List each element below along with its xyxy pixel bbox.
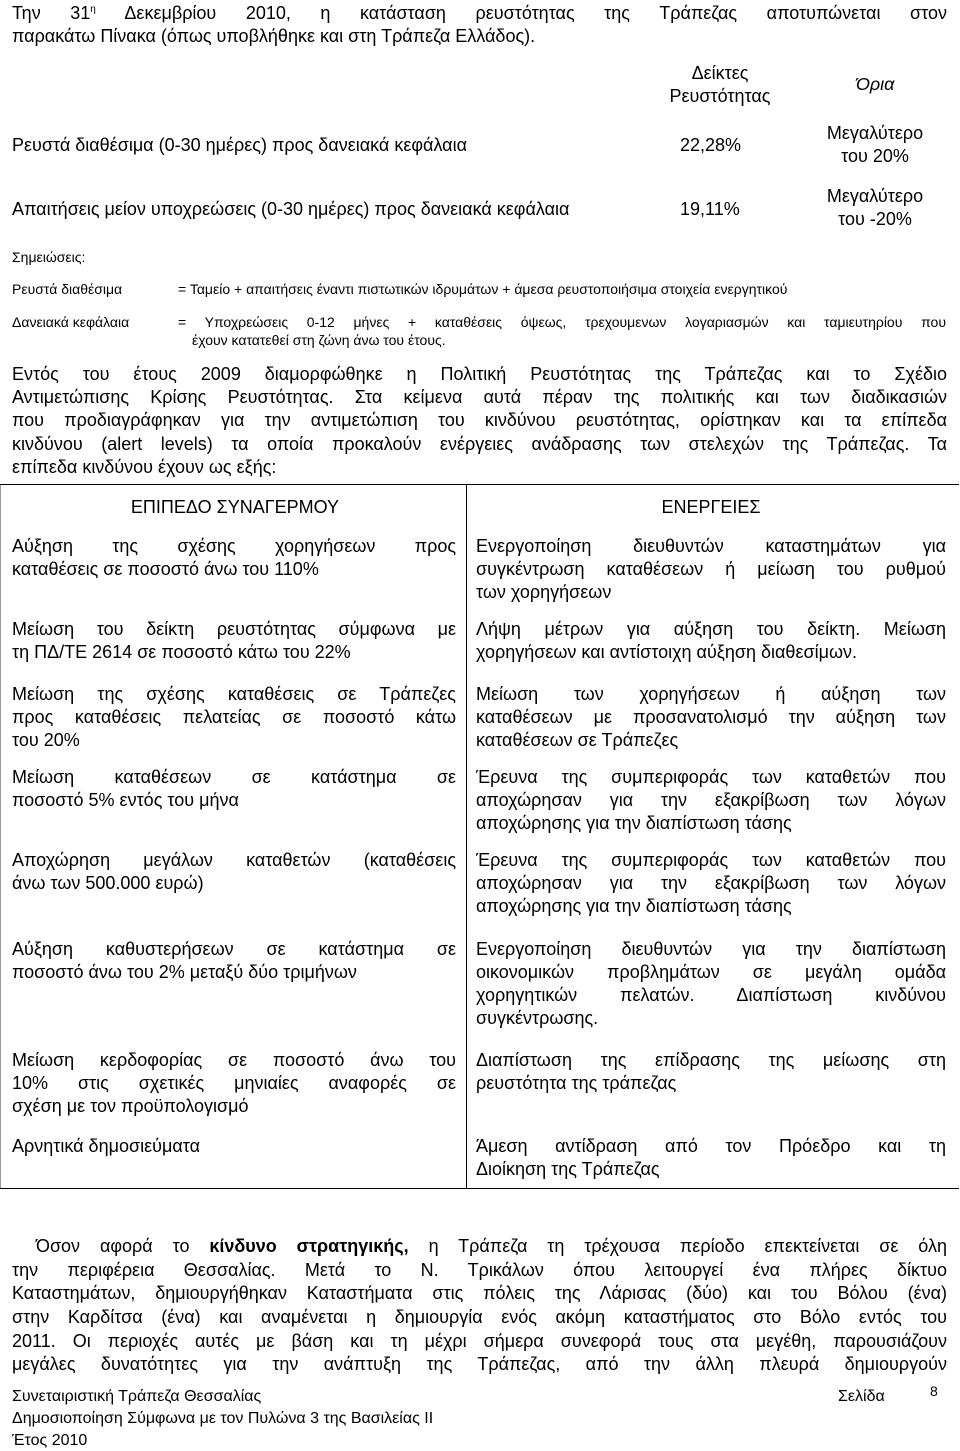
row2-label: Απαιτήσεις μείον υποχρεώσεις (0-30 ημέρες) προς δανειακά κεφάλαια — [12, 199, 570, 219]
header-actions: ΕΝΕΡΓΕΙΕΣ — [661, 497, 761, 517]
table-top-border — [0, 484, 959, 485]
table-column-divider — [466, 484, 467, 1189]
action-cell — [476, 849, 946, 918]
cell-line: χορηγήσεων και αντίστοιχη αύξηση διαθεσίμων. — [476, 642, 857, 662]
note-2-definition-l1: = Υποχρεώσεις 0-12 μήνες + καταθέσεις όψεως, τρεχουμενων λογαριασμών και ταμιευτηρίου που — [178, 314, 946, 330]
action-cell — [476, 938, 946, 1030]
action-cell — [476, 766, 946, 835]
alert-level-cell — [12, 1135, 456, 1158]
note-1-definition: = Ταμείο + απαιτήσεις έναντι πιστωτικών ιδρυμάτων + άμεσα ρευστοποιήσιμα στοιχεία ενεργητικού — [178, 281, 788, 297]
para1-line-5: επίπεδα κινδύνου έχουν ως εξής: — [12, 457, 277, 477]
intro-line-2: παρακάτω Πίνακα (όπως υποβλήθηκε και στη Τράπεζα Ελλάδος). — [12, 26, 536, 46]
alert-level-cell — [12, 849, 456, 895]
footer-line-3: Έτος 2010 — [12, 1432, 88, 1449]
cell-line: Μείωση κερδοφορίας σε ποσοστό άνω του — [12, 1050, 456, 1070]
cell-line: τη ΠΔ/ΤΕ 2614 σε ποσοστό κάτω του 22% — [12, 642, 351, 662]
cell-line: Έρευνα της συμπεριφοράς των καταθετών που — [476, 767, 946, 787]
row1-value: 22,28% — [680, 135, 742, 155]
cell-line: Αύξηση καθυστερήσεων σε κατάστημα σε — [12, 939, 456, 959]
cell-line: Μείωση της σχέσης καταθέσεις σε Τράπεζες — [12, 684, 456, 704]
action-cell — [476, 1135, 946, 1181]
footer-page-number: 8 — [930, 1383, 938, 1399]
row2-value: 19,11% — [680, 199, 740, 219]
cell-line: ποσοστό 5% εντός του μήνα — [12, 790, 239, 810]
cell-line: ρευστότητα της τράπεζας — [476, 1073, 677, 1093]
cell-line: καταθέσεων με προσανατολισμό την αύξηση των — [476, 707, 946, 727]
action-cell — [476, 683, 946, 752]
action-cell — [476, 1049, 946, 1095]
table-left-border — [0, 484, 1, 1189]
cell-line: 10% στις σχετικές μηνιαίες αναφορές σε — [12, 1073, 456, 1093]
cell-line: χορηγητικών πελατών. Διαπίστωση κινδύνου — [476, 985, 946, 1005]
para2-line-3: Καταστημάτων, δημιουργήθηκαν Καταστήματα στις πόλεις της Λάρισας (δύο) και του Βόλου (ένα) — [12, 1283, 947, 1303]
header-index-l1: Δείκτες — [691, 63, 749, 83]
cell-line: αποχώρησαν για την εξακρίβωση των λόγων — [476, 873, 946, 893]
cell-line: σχέση με τον προϋπολογισμό — [12, 1096, 249, 1116]
para1-line-1: Εντός του έτους 2009 διαμορφώθηκε η Πολιτική Ρευστότητας της Τράπεζας και το Σχέδιο — [12, 364, 947, 384]
para2-line-1: Όσον αφορά το κίνδυνο στρατηγικής, η Τράπεζα τη τρέχουσα περίοδο επεκτείνεται σε όλη — [36, 1236, 947, 1256]
alert-level-cell — [12, 683, 456, 752]
cell-line: Ενεργοποίηση διευθυντών για την διαπίστωση — [476, 939, 946, 959]
cell-line: καταθέσεων σε Τράπεζες — [476, 730, 679, 750]
alert-level-cell — [12, 766, 456, 812]
header-index-l2: Ρευστότητας — [669, 86, 771, 106]
note-1-term: Ρευστά διαθέσιμα — [12, 281, 123, 297]
cell-line: Αύξηση της σχέσης χορηγήσεων προς — [12, 536, 456, 556]
cell-line: αποχώρησης για την διαπίστωση τάσης — [476, 896, 792, 916]
para2-line-2: την περιφέρεια Θεσσαλίας. Μετά το Ν. Τρικάλων όπου λειτουργεί ένα πλήρες δίκτυο — [12, 1260, 947, 1280]
para1-line-3: που προδιαγράφηκαν για την αντιμετώπιση του κινδύνου ρευστότητας, ορίστηκαν και τα επίπεδα — [12, 410, 947, 430]
para2-line-4: στην Καρδίτσα (ένα) και αναμένεται η δημιουργία ενός ακόμη καταστήματος στο Βόλο εντός του — [12, 1307, 947, 1327]
cell-line: Αποχώρηση μεγάλων καταθετών (καταθέσεις — [12, 850, 456, 870]
cell-line: αποχώρησαν για την εξακρίβωση των λόγων — [476, 790, 946, 810]
alert-level-cell — [12, 618, 456, 664]
cell-line: οικονομικών προβλημάτων σε μεγάλη ομάδα — [476, 962, 946, 982]
footer-page-label: Σελίδα — [838, 1388, 885, 1405]
alert-level-cell — [12, 535, 456, 581]
cell-line: των χορηγήσεων — [476, 582, 612, 602]
cell-line: Μείωση καταθέσεων σε κατάστημα σε — [12, 767, 456, 787]
row1-limit-l2: του 20% — [841, 146, 909, 166]
para1-line-2: Αντιμετώπισης Κρίσης Ρευστότητας. Στα κείμενα αυτά πέραν της πολιτικής και των διαδικασιών — [12, 387, 947, 407]
cell-line: αποχώρησης για την διαπίστωση τάσης — [476, 813, 792, 833]
row1-label: Ρευστά διαθέσιμα (0-30 ημέρες) προς δανειακά κεφάλαια — [12, 135, 467, 155]
para2-line-5: 2011. Οι περιοχές αυτές με βάση και τη μέχρι σήμερα συνεφορά τους στα μεγέθη, παρουσιάζουν — [12, 1331, 947, 1351]
cell-line: Αρνητικά δημοσιεύματα — [12, 1136, 200, 1156]
cell-line: άνω των 500.000 ευρώ) — [12, 873, 204, 893]
cell-line: Μείωση του δείκτη ρευστότητας σύμφωνα με — [12, 619, 456, 639]
note-2-term: Δανειακά κεφάλαια — [12, 314, 130, 330]
cell-line: Διοίκηση της Τράπεζας — [476, 1159, 660, 1179]
footer-line-2: Δημοσιοποίηση Σύμφωνα με τον Πυλώνα 3 της Βασιλείας ΙΙ — [12, 1410, 434, 1427]
notes-title: Σημειώσεις: — [12, 249, 86, 265]
para1-line-4: κινδύνου (alert levels) τα οποία προκαλούν ενέργειες ανάδρασης των στελεχών της Τράπεζας. Τα — [12, 434, 947, 454]
para2-line-6: μεγάλες δυνατότητες για την ανάπτυξη της Τράπεζας, από την άλλη πλευρά δημιουργούν — [12, 1354, 947, 1374]
cell-line: Λήψη μέτρων για αύξηση του δείκτη. Μείωση — [476, 619, 946, 639]
note-2-definition-l2: έχουν κατατεθεί στη ζώνη άνω του έτους. — [192, 332, 446, 348]
table-bottom-border — [0, 1188, 959, 1189]
cell-line: Άμεση αντίδραση από τον Πρόεδρο και τη — [476, 1136, 946, 1156]
header-alert-level: ΕΠΙΠΕΔΟ ΣΥΝΑΓΕΡΜΟΥ — [130, 497, 340, 517]
alert-level-cell — [12, 938, 456, 984]
action-cell — [476, 535, 946, 604]
cell-line: ποσοστό άνω του 2% μεταξύ δύο τριμήνων — [12, 962, 357, 982]
cell-line: Έρευνα της συμπεριφοράς των καταθετών που — [476, 850, 946, 870]
row2-limit-l2: του -20% — [838, 209, 912, 229]
alert-level-cell — [12, 1049, 456, 1118]
action-cell — [476, 618, 946, 664]
row2-limit-l1: Μεγαλύτερο — [826, 186, 924, 206]
footer-org: Συνεταιριστική Τράπεζα Θεσσαλίας — [12, 1388, 262, 1405]
cell-line: συγκέντρωση καταθέσεων ή μείωση του ρυθμού — [476, 559, 946, 579]
cell-line: προς καταθέσεις πελατείας σε ποσοστό κάτω — [12, 707, 456, 727]
header-limits: Όρια — [855, 74, 895, 94]
row1-limit-l1: Μεγαλύτερο — [826, 123, 924, 143]
cell-line: Ενεργοποίηση διευθυντών καταστημάτων για — [476, 536, 946, 556]
cell-line: Μείωση των χορηγήσεων ή αύξηση των — [476, 684, 946, 704]
intro-line-1: Την $31^\eta$ Δεκεμβρίου 2010, η κατάσταση ρευστότητας της Τράπεζας αποτυπώνεται στον — [12, 3, 947, 23]
cell-line: συγκέντρωσης. — [476, 1008, 599, 1028]
cell-line: Διαπίστωση της επίδρασης της μείωσης στη — [476, 1050, 946, 1070]
cell-line: καταθέσεις σε ποσοστό άνω του 110% — [12, 559, 319, 579]
cell-line: του 20% — [12, 730, 80, 750]
